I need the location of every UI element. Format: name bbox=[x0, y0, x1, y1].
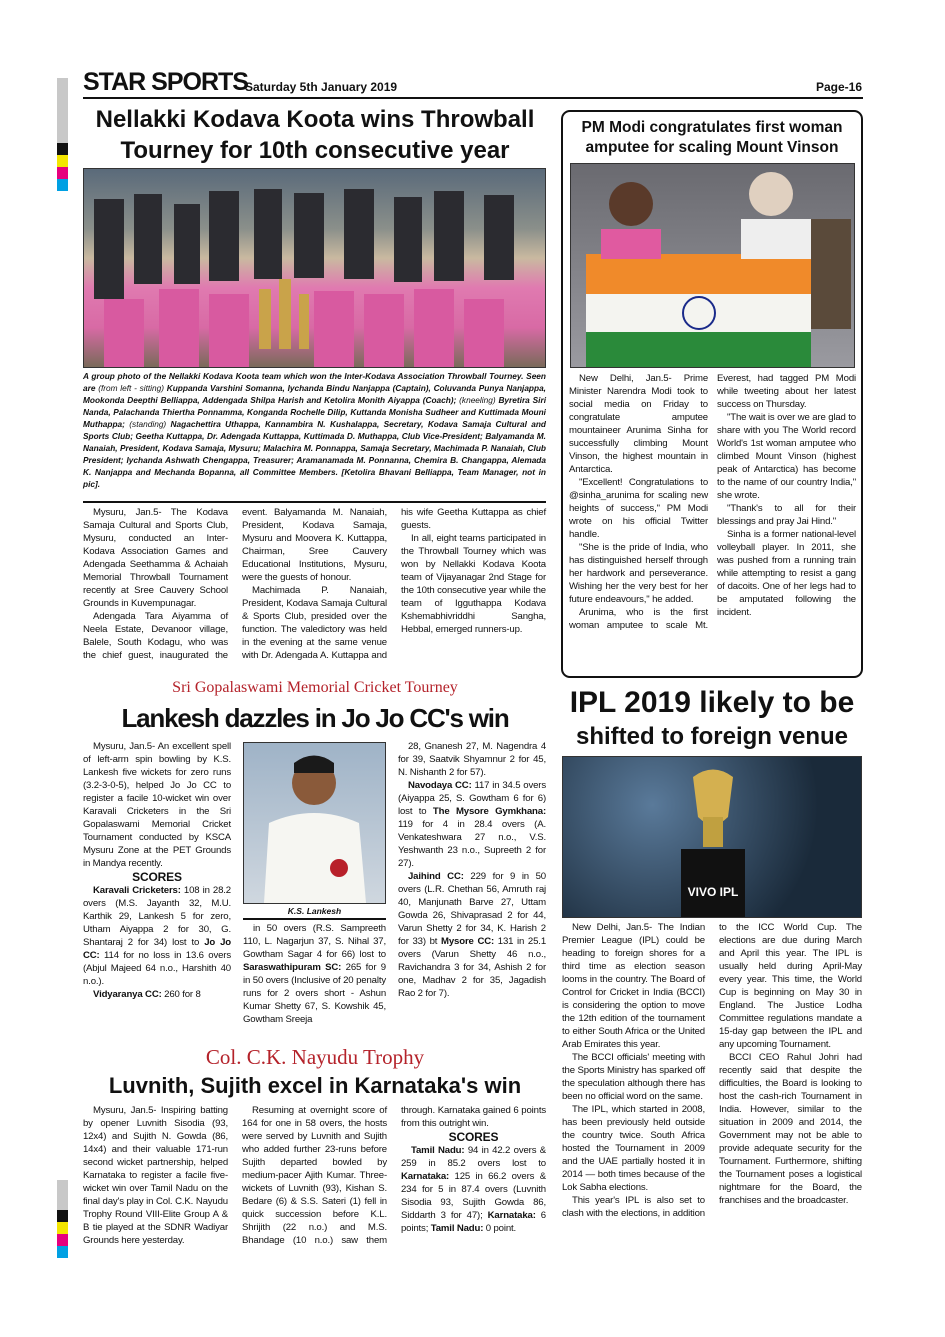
text-run: Machimada P. Nanaiah, President, Kodava Samaja Cultural & Sports Club, presided over the function. The valedictory was held in the evening at the same venue with Dr. Adengada A. Kuttappa and his wife Geetha Kuttappa as chief guests. bbox=[242, 507, 546, 661]
cricket-col-3 bbox=[398, 740, 546, 1000]
paragraph bbox=[562, 1051, 705, 1103]
text-run: Adengada Tara Aiyamma of Neela Estate, Devanoor village, Balele, South Kodagu, who was the chief guest, inaugurated the event. Balyamanda M. Nanaiah, President, Kodava Samaja, Mysuru and Moovera K. Kuttappa, Chairman, Sree Cauvery Educational Institutions, Mysuru, were the guests of honour. bbox=[83, 507, 387, 661]
text-run: 0 point. bbox=[483, 1223, 517, 1234]
paragraph bbox=[83, 988, 231, 1001]
paragraph bbox=[243, 922, 386, 1026]
bold-text: Navodaya CC: bbox=[408, 780, 472, 791]
text-run: in 50 overs (R.S. Sampreeth 110, L. Nagarjun 37, S. Nihal 37, Gowtham Sagar 4 for 66) lost to bbox=[243, 923, 386, 960]
divider bbox=[83, 501, 546, 503]
registration-bar bbox=[57, 78, 68, 143]
text-run: Mysuru, Jan.5- An excellent spell of left-arm spin bowling by K.S. Lankesh five wickets for zero runs (3.2-3-0-5), helped Jo Jo CC to register a facile 10-wicket win over Karavali Cricketers in the Sri Gopalaswami Memorial Cricket Tournament conducted by KSCA Mysuru Zone at the PET Grounds in Mandya recently. bbox=[83, 741, 231, 869]
masthead: STAR SPORTS bbox=[83, 68, 248, 96]
team-photo-figures bbox=[84, 169, 545, 367]
paragraph bbox=[401, 532, 546, 636]
text-run: 108 in 28.2 overs (M.S. Jayanth 32, M.U. Karthik 29, Lankesh 5 for zero, Utham Aiyappa 2 for 30, G. Shantaraj 2 for 34) lost to bbox=[83, 885, 231, 948]
ipl-logo: VIVO IPL bbox=[687, 885, 739, 899]
registration-cyan bbox=[57, 179, 68, 191]
paragraph bbox=[83, 506, 228, 610]
bold-text: Tamil Nadu: bbox=[411, 1145, 465, 1156]
throwball-article bbox=[83, 506, 546, 662]
paragraph bbox=[562, 1103, 705, 1194]
bold-text: Jo Jo CC: bbox=[83, 937, 231, 961]
page-number: Page-16 bbox=[815, 80, 862, 94]
text-run: Resuming at overnight score of 164 for one in 58 overs, the hosts were served by Luvnith and Sujith who added further 23-runs before Sujith departed bowled by medium-pacer Ajith Kumar. Three-wickets of Luvnith (93), Kishan S. Bedare (6) & S.S. Sateri (1) fell in quick succession before K.L. Shrijith (22 n.o.) and M.S. Bhandage (10 n.o.) saw them through. Karnataka gained 6 points from this outright win. bbox=[242, 1105, 546, 1246]
paragraph bbox=[83, 884, 231, 988]
player-figure bbox=[244, 743, 385, 903]
photo-caption: K.S. Lankesh bbox=[287, 906, 342, 916]
registration-magenta bbox=[57, 1234, 68, 1246]
paragraph bbox=[562, 921, 705, 1051]
paragraph bbox=[569, 541, 708, 606]
paragraph bbox=[398, 740, 546, 779]
ipl-headline: IPL 2019 likely to be bbox=[569, 686, 855, 719]
flag-photo bbox=[571, 164, 854, 367]
text-run: 117 in 34.5 overs (Aiyappa 25, S. Gowtham 6 for 6) lost to bbox=[398, 780, 546, 817]
text-run: 94 in 42.2 overs & 259 in 85.2 overs lost to bbox=[401, 1145, 546, 1169]
paragraph bbox=[719, 1051, 862, 1207]
modi-article bbox=[569, 372, 856, 632]
ipl-trophy-photo bbox=[562, 756, 862, 918]
scores-heading: SCORES bbox=[132, 870, 182, 884]
nayudu-headline: Luvnith, Sujith excel in Karnataka's win bbox=[108, 1073, 522, 1098]
text-run: New Delhi, Jan.5- Prime Minister Narendra Modi took to social media on Friday to congratulate amputee mountaineer Arunima Sinha for successfully climbing Mount Vinson, the highest mountain in Antarctica. bbox=[569, 373, 708, 475]
bold-text: Mysore CC: bbox=[441, 936, 495, 947]
paragraph bbox=[717, 528, 856, 619]
registration-black bbox=[57, 143, 68, 155]
text-run: 114 for no loss in 13.6 overs (Abjul Majeed 64 n.o., Harshith 40 n.o.). bbox=[83, 950, 231, 987]
bold-text: Nagachettira Uthappa, Kannambira N. Kushalappa, Secretary, Kodava Samaja Cultural and Sports Club; Geetha Kuttappa, Dr. Adengada Kuttappa, Kuttimada D. Muthappa, Club Vice-President; Balyamanda M. Nanaiah, President, Kodava Samaja, Mysuru; Malachira M. Ponnappa, Samaja Secretary, Machimada P. Nanaiah, Club President; Iychanda Ashwath Chengappa, Treasurer; Aramanamada M. Ponnanna, Chemira B. Changappa, Alemada K. Nanjappa and Mechanda Bopanna, all Committee Members. [Ketolira Bhavani Belliappa, Team Manager, not in pic]. bbox=[83, 419, 546, 489]
registration-yellow bbox=[57, 1222, 68, 1234]
text-run: Arunima, who is the first woman amputee to scale Mt. Everest, had tagged PM Modi while tweeting about her latest success on Thursday. bbox=[569, 373, 856, 631]
cricket-col-1 bbox=[83, 740, 231, 1001]
text-run: 125 in 66.2 overs & 234 for 5 in 87.4 overs (Luvnith Sisodia 93, Sujith Gowda 86, Siddarth 3 for 47); bbox=[401, 1171, 546, 1221]
cricket-headline: Lankesh dazzles in Jo Jo CC's win bbox=[121, 703, 509, 733]
bold-text: Tamil Nadu: bbox=[430, 1223, 484, 1234]
headline-line: amputee for scaling Mount Vinson bbox=[585, 139, 839, 156]
text-run: "Thank's to all for their blessings and pray Jai Hind." bbox=[717, 503, 856, 527]
headline-line: PM Modi congratulates first woman bbox=[581, 119, 843, 136]
text-run: Mysuru, Jan.5- The Kodava Samaja Cultural and Sports Club, Mysuru, conducted an Inter-Kodava Association Games and Adengada Seethamma & Achaiah Memorial Throwball Tournament recently at Sree Cauvery School Grounds in Kuvempunagar. bbox=[83, 507, 228, 609]
modi-photo bbox=[570, 163, 855, 368]
paragraph bbox=[83, 1104, 228, 1247]
cricket-col-2 bbox=[243, 922, 386, 1026]
text-run: "She is the pride of India, who has distinguished herself through her hardwork and perseverance. Wishing her the very best for her future endeavours," he added. bbox=[569, 542, 708, 605]
bold-text: Vidyaranya CC: bbox=[93, 989, 162, 1000]
paragraph bbox=[569, 476, 708, 541]
photo-caption bbox=[83, 370, 546, 490]
paragraph bbox=[717, 411, 856, 502]
paragraph bbox=[401, 1144, 546, 1235]
text-run: (kneeling) bbox=[459, 395, 499, 405]
text-run: 28, Gnanesh 27, M. Nagendra 4 for 39, Saatvik Shyamnur 2 for 45, N. Nishanth 2 for 57). bbox=[398, 741, 546, 778]
registration-magenta bbox=[57, 167, 68, 179]
ipl-subheadline: shifted to foreign venue bbox=[575, 723, 848, 750]
text-run: The IPL, which started in 2008, has been previously held outside the country twice. South Africa hosted the Tournament in 2009 and the UAE partially hosted it in 2014 — both times because of the Lok Sabha elections. bbox=[562, 1104, 705, 1193]
paragraph bbox=[569, 372, 708, 476]
text-run: 6 points; bbox=[401, 1210, 546, 1234]
text-run: 260 for 8 bbox=[161, 989, 201, 1000]
bold-text: Jaihind CC: bbox=[408, 871, 464, 882]
cricket-kicker: Sri Gopalaswami Memorial Cricket Tourney bbox=[172, 679, 458, 696]
paragraph bbox=[398, 870, 546, 1000]
registration-black bbox=[57, 1210, 68, 1222]
text-run: "The wait is over we are glad to share with you The World record World's 1st woman amputee who climbed Mount Vinson (highest peak of Antarctica) has become to the name of our country India," she wrote. bbox=[717, 412, 856, 501]
text-run: New Delhi, Jan.5- The Indian Premier League (IPL) could be heading to foreign shores for a third time as election season looms in the country. The Board of Control for Cricket in India (BCCI) is considering the option to move the 12th edition of the tournament to either South Africa or the United Arab Emirates this year. bbox=[562, 922, 705, 1050]
modi-headline bbox=[563, 118, 861, 158]
headline-line: Nellakki Kodava Koota wins Throwball bbox=[95, 106, 535, 133]
bold-text: Karnataka: bbox=[487, 1210, 536, 1221]
text-run: Sinha is a former national-level volleyball player. In 2011, she was pushed from a running train while attempting to resist a gang of dacoits. One of her legs had to be amputated following the incident. bbox=[717, 529, 856, 618]
scores-heading: SCORES bbox=[448, 1130, 499, 1144]
nayudu-article bbox=[83, 1104, 546, 1247]
paragraph bbox=[83, 740, 231, 870]
team-photo bbox=[83, 168, 546, 368]
bold-text: Karnataka: bbox=[401, 1171, 450, 1182]
text-run: 229 for 9 in 50 overs (L.R. Chethan 56, Amruth raj 40, Manjunath Barve 27, Uttam Gowda 26, Shivaprasad 2 for 44, Varun Shetty 2 for 34, K. Harish 2 for 33) bt bbox=[398, 871, 546, 947]
bold-text: Kuppanda Varshini Somanna, Iychanda Bindu Nanjappa (Captain), Coluvanda Punya Nanjappa, Mookonda Deepthi Belliappa, Addengada Shilpa Harish and Ketolira Monith Aiyappa (Coach); bbox=[83, 383, 546, 405]
text-run: This year's IPL is also set to clash with the elections, in addition to the ICC World Cup. The elections are due during March and April this year. The IPL is usually held during April-May every year. This time, the World Cup is beginning on May 30 in England. The Justice Lodha Committee regulations mandate a 15-day gap between the IPL and any upcoming Tournament. bbox=[562, 922, 862, 1219]
text-run: (from left - sitting) bbox=[98, 383, 167, 393]
registration-yellow bbox=[57, 155, 68, 167]
throwball-headline bbox=[83, 104, 547, 166]
bold-text: Byretira Siri Nanda, Palachanda Thiertha Ponnamma, Konganda Rochelle Dilip, Kuttanda Monisha Sudheer and Kuttimada Mouni Muthappa; bbox=[83, 395, 546, 429]
text-run: Mysuru, Jan.5- Inspiring batting by opener Luvnith Sisodia (93, 12x4) and Sujith N. Gowda (86, 14x4) and their valuable 171-run second wicket partnership, helped Karnataka to register a facile five-wicket win over Tamil Nadu on the final day's play in Col. C.K. Nayudu Trophy Round VIII-Elite Group A & B tie played at the SDNR Wadiyar Grounds here yesterday. bbox=[83, 1105, 228, 1246]
bold-text: A group photo of the Nellakki Kodava Koota team which won the Inter-Kodava Association Throwball Tourney. Seen are bbox=[83, 371, 546, 393]
bold-text: Saraswathipuram SC: bbox=[243, 962, 342, 973]
text-run: 131 in 25.1 overs (Varun Shetty 46 n.o., Ravichandra 3 for 34, Ashish 2 for one, Madhav 2 for 35, Jagadish Rao 2 for 7). bbox=[398, 936, 546, 999]
headline-line: Tourney for 10th consecutive year bbox=[120, 137, 510, 164]
issue-date: Saturday 5th January 2019 bbox=[245, 80, 398, 94]
ipl-article bbox=[562, 921, 862, 1220]
text-run: 265 for 9 in 50 overs (Inclusive of 20 penalty runs for 2 overs short - Ashun Kumar Shetty 67, S. Kowshik 45, Gowtham Sreeja bbox=[243, 962, 386, 1025]
text-run: "Excellent! Congratulations to @sinha_arunima for scaling new heights of success," PM Modi wrote on his official Twitter handle. bbox=[569, 477, 708, 540]
bold-text: Karavali Cricketers: bbox=[93, 885, 181, 896]
text-run: (standing) bbox=[129, 419, 171, 429]
header-rule bbox=[83, 97, 863, 99]
paragraph bbox=[717, 502, 856, 528]
divider bbox=[243, 918, 386, 920]
bold-text: The Mysore Gymkhana: bbox=[432, 806, 547, 817]
lankesh-photo bbox=[243, 742, 386, 904]
text-run: The BCCI officials' meeting with the Sports Ministry has sparked off the speculation although there has been no official word on the same. bbox=[562, 1052, 705, 1102]
nayudu-kicker: Col. C.K. Nayudu Trophy bbox=[205, 1045, 425, 1069]
paragraph bbox=[398, 779, 546, 870]
text-run: BCCI CEO Rahul Johri had recently said that despite the difficulties, the Board is looking to host the cash-rich Tournament in India. However, similar to the situation in 2009 and 2014, the Government may not be able to provide adequate security for the Tournament. Furthermore, shifting the Tournament poses a logistical nightmare for the Board, the franchises and the broadcaster. bbox=[719, 1052, 862, 1206]
text-run: In all, eight teams participated in the Throwball Tourney which was won by Nellakki Kodava Koota team of Vijayanagar 2nd Stage for the 10th consecutive year while the team of Igguthappa Kodava Kshemabhivriddhi Sangha, Hebbal, emerged runners-up. bbox=[401, 533, 546, 635]
registration-cyan bbox=[57, 1246, 68, 1258]
text-run: 119 for 4 in 28.4 overs (A. Venkateshwara 27 n.o., V.S. Yeshwanth 23 n.o., Supreeth 2 for 27). bbox=[398, 819, 546, 869]
